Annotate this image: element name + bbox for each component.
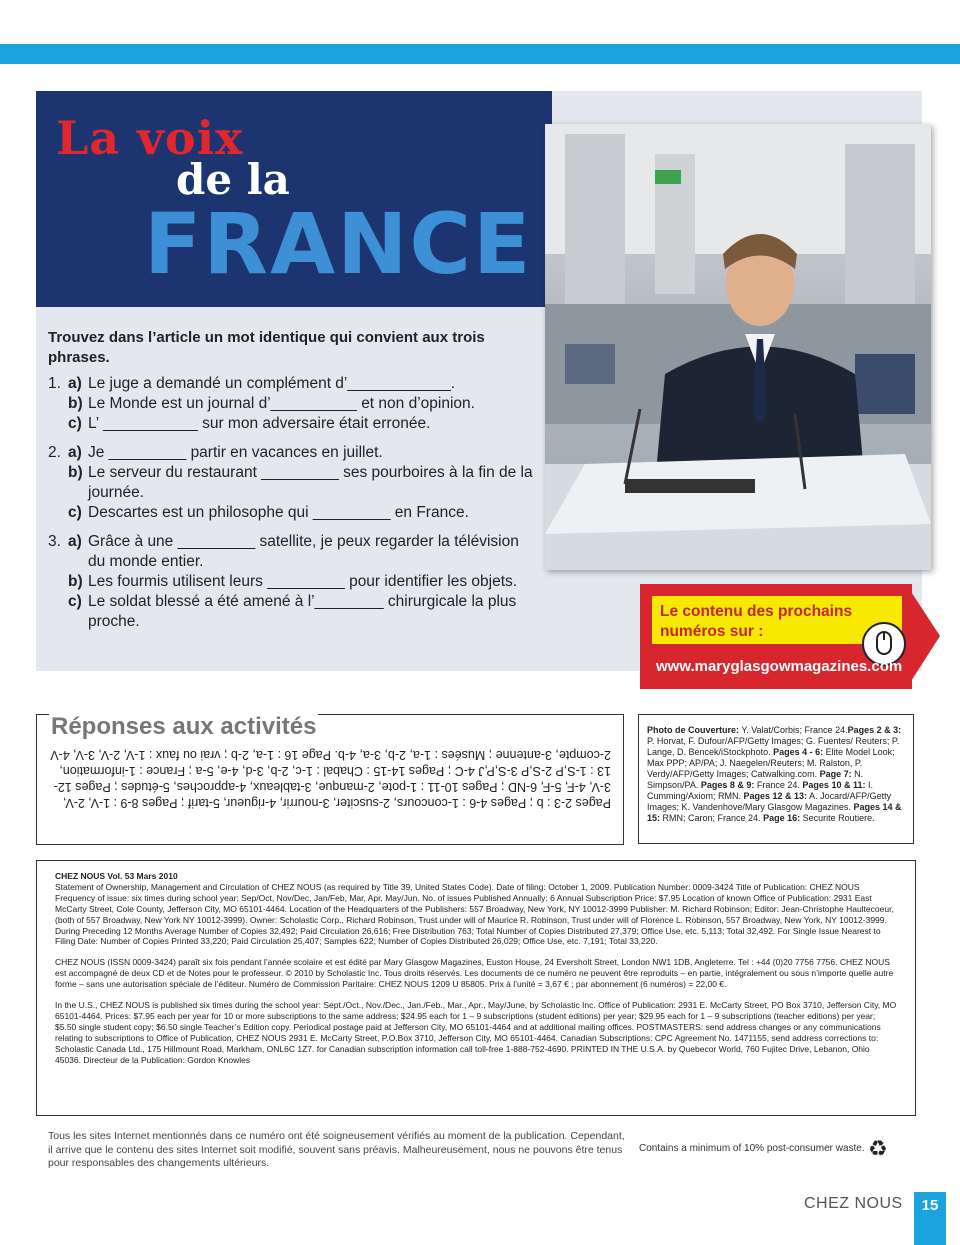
item-label: a) [68, 533, 82, 550]
credit-label: Pages 2 & 3: [847, 725, 902, 735]
credit-label: Pages 4 - 6: [773, 747, 824, 757]
recycle-icon: ♻ [868, 1136, 888, 1161]
item-label: b) [68, 395, 83, 412]
item-text: Je _________ partir en vacances en juillet. [88, 444, 383, 461]
promo-text [660, 602, 852, 642]
answers-heading: Réponses aux activités [51, 713, 317, 740]
website-promo[interactable] [640, 584, 940, 689]
newsroom-photo [545, 124, 931, 570]
credit-text: I. Cumming/Axiom; RMN. [647, 780, 873, 801]
credit-label: Pages 14 & 15: [647, 802, 902, 823]
promo-url-link[interactable]: www.maryglasgowmagazines.com [656, 658, 903, 675]
item-label: c) [68, 415, 82, 432]
credit-text: France 24. [754, 780, 803, 790]
item-text: Descartes est un philosophe qui _________ en France. [88, 504, 469, 521]
title-block [36, 91, 552, 307]
credit-label: Photo de Couverture: [647, 725, 740, 735]
credit-text: Elite Model Look; Max PPP; AP/PA; J. Naegelen/Reuters; M. Ralston, P. Verdy/AFP/Getty Images; Catwalking.com. [647, 747, 895, 779]
item-label: a) [68, 375, 82, 392]
title-line-1: La voix [56, 111, 244, 165]
exercise-block [48, 328, 538, 641]
promo-arrow [906, 584, 940, 689]
question-1 [48, 374, 538, 434]
item-label: a) [68, 444, 82, 461]
photo-credits [638, 714, 914, 844]
volume-line: CHEZ NOUS Vol. 53 Mars 2010 [55, 871, 178, 881]
magazine-name: CHEZ NOUS [804, 1195, 903, 1212]
recycled-note: Contains a minimum of 10% post-consumer waste. [639, 1143, 865, 1154]
web-disclaimer: Tous les sites Internet mentionnés dans ce numéro ont été soigneusement vérifiés au moment de la publication. Cependant, il arrive que le contenu des sites Internet soit modifié, souvent sans préavis. Malheureusement, nous ne pouvons être tenus pour responsables des changements ultérieurs. [48, 1130, 625, 1169]
credit-text: Securite Routiere. [800, 813, 875, 823]
item-label: b) [68, 573, 83, 590]
item-text: Le serveur du restaurant _________ ses pourboires à la fin de la journée. [88, 464, 533, 501]
item-text: L’ ___________ sur mon adversaire était erronée. [88, 415, 431, 432]
us-publication-info: In the U.S., CHEZ NOUS is published six times during the school year: Sept./Oct., Nov./Dec., Jan./Feb., Mar., Apr., May/June, by Scholastic Inc. Office of Publication: 2931 E. McCarty Street, PO Box 3710, Jefferson City, MO 65101-4464. Prices: $7.95 each per year for 10 or more subscriptions to the same address; $24.95 each for 1 – 9 subscriptions (student editions) per year; $29.95 each for 1 – 9 subscriptions (teacher editions) per year; $5.50 single student copy; $6.50 single Teacher’s Edition copy. Periodical postage paid at Jefferson City, MO 65101-4464 and at additional mailing offices. POSTMASTERS: send address changes or any communications relating to subscriptions to Office of Publication, CHEZ NOUS 2931 E. McCarty Street, P.O.Box 3710, Jefferson City, MO 65101-4464. Canadian Subscriptions: CPC Agreement No. 1471155, send address corrections to: Scholastic Canada Ltd., 175 Hillmount Road, Markham, ONL6C 1Z7. for Canadian subscription information call toll-free 1-888-752-4690. PRINTED IN THE U.S.A. by Quebecor World, 760 Fujitec Drive, Lebanon, Ohio 45036. Directeur de la Publication: Gordon Knowles [55, 1000, 897, 1065]
credit-text: N. Simpson/PA. [647, 769, 864, 790]
page-number-tab [914, 1192, 946, 1245]
item-label: c) [68, 593, 82, 610]
item-text: Le Monde est un journal d’__________ et non d’opinion. [88, 395, 475, 412]
promo-line-1: Le contenu des prochains [660, 603, 853, 620]
title-line-2: de la [176, 155, 290, 204]
item-label: c) [68, 504, 82, 521]
item-text: Le juge a demandé un complément d’____________. [88, 375, 456, 392]
legal-notice [36, 860, 916, 1116]
credit-text: Y. Valat/Corbis; France 24. [739, 725, 848, 735]
credit-text: RMN; Caron; France 24. [660, 813, 764, 823]
exercise-instruction: Trouvez dans l’article un mot identique qui convient aux trois phrases. [48, 329, 485, 366]
promo-highlight [652, 596, 902, 644]
credit-label: Pages 12 & 13: [743, 791, 808, 801]
credit-label: Page 16: [763, 813, 801, 823]
credit-text: A. Jocard/AFP/Getty Images; K. Vandenhove/Mary Glasgow Magazines. [647, 791, 892, 812]
question-3 [48, 532, 538, 632]
credit-label: Pages 8 & 9: [700, 780, 755, 790]
top-accent-bar [0, 44, 960, 64]
answers-text-upside-down: Pages 2-3 : b ; Pages 4-6 : 1-concours, 2-susciter, 3-nourrir, 4-rigueur, 5-tarif ; Pages 8-9 : 1-V, 2-V, 3-V, 4-F, 5-F, 6-ND ; Pages 10-11 : 1-pote, 2-manque, 3-tableaux, 4-approches, 5-études ; Pages 12-13 : 1-S,P 2-S,P 3-S,P,J 4-C ; Pages 14-15 : Chabal : 1-c, 2-b, 3-d, 4-e, 5-a ; France : 1-information, 2-compte, 3-antenne ; Musées : 1-a, 2-b, 3-a, 4-b. Page 16 : 1-a, 2-b ; vrai ou faux : 1-V, 2-V, 3-V, 4-V [50, 748, 611, 810]
title-line-3: FRANCE [144, 195, 533, 293]
anchor-photo-illustration [545, 124, 931, 570]
item-label: b) [68, 464, 83, 481]
page-number: 15 [921, 1197, 939, 1214]
credit-label: Pages 10 & 11: [802, 780, 866, 790]
french-publication-info: CHEZ NOUS (ISSN 0009-3424) paraît six fois pendant l’année scolaire et est édité par Mary Glasgow Magazines, Euston House, 24 Eversholt Street, London NW1 1DB, Angleterre. Tel : +44 (0)20 7756 7756. CHEZ NOUS est accompagné de deux CD et de Notes pour le professeur. © 2010 by Scholastic Inc. Tous droits réservés. Les documents de ce numéro ne peuvent être reproduits – en partie, intégralement ou sous n’importe quelle autre forme – sans une autorisation spéciale de l’éditeur. Numéro de Commission Paritaire: CHEZ NOUS 1209 U 85805. Prix à l’unité = 3,67 € ; par abonnement (6 numéros) = 22,00 €. [55, 957, 894, 990]
promo-line-2: numéros sur : [660, 623, 764, 640]
credit-label: Page 7: [819, 769, 852, 779]
item-text: Le soldat blessé a été amené à l’________ chirurgicale la plus proche. [88, 593, 517, 630]
question-number: 2. [48, 444, 61, 461]
item-text: Grâce à une _________ satellite, je peux regarder la télévision du monde entier. [88, 533, 519, 570]
item-text: Les fourmis utilisent leurs _________ pour identifier les objets. [88, 573, 518, 590]
ownership-statement: Statement of Ownership, Management and Circulation of CHEZ NOUS (as required by Title 39, United States Code). Date of filing: October 1, 2009. Publication Number: 0009-3424 Title of Publication: CHEZ NOUS Frequency of issue: six times during school year: Sep/Oct, Nov/Dec, Jan/Feb, Mar, Apr, May/Jun. No. of issues Published Annually: 6 Annual Subscription Price: $7.95 Location of known Office of Publication: 2931 East McCarty Street, Cole County, Jefferson City, MO 65101-4464. Location of the Headquarters of the Publishers: 557 Broadway, New York, NY 10012-3999 Publisher: M. Richard Robinson; Editor: Jean-Christophe Haultecoeur, (both of 557 Broadway, New York NY 10012-3999). Owner: Scholastic Corp., Richard Robinson, Trust under will of Maurice R. Robinson, Trust under will of Florence L. Robinson, 557 Broadway, New York, NY 10012-3999. During Preceding 12 Months Average Number of Copies 32,492; Paid Circulation 26,616; Free Distribution 763; Total Number of Copies Distributed 27,379; Office Use, etc. 5,113; Total 32,492. For Single Issue Nearest to Filing Date: Number of Copies Printed 33,220; Paid Circulation 25,407; Samples 622; Number of Copies Distributed 26,029; Office Use, etc. 7,191; Total 33,220. [55, 881, 894, 947]
credit-text: P. Horvat, F. Dufour/AFP/Getty Images; G. Fuentes/ Reuters; P. Lange, D. Bencek/iStockphoto. [647, 736, 900, 757]
question-2 [48, 443, 538, 523]
question-number: 3. [48, 533, 61, 550]
answers-box [36, 714, 624, 845]
question-number: 1. [48, 375, 61, 392]
